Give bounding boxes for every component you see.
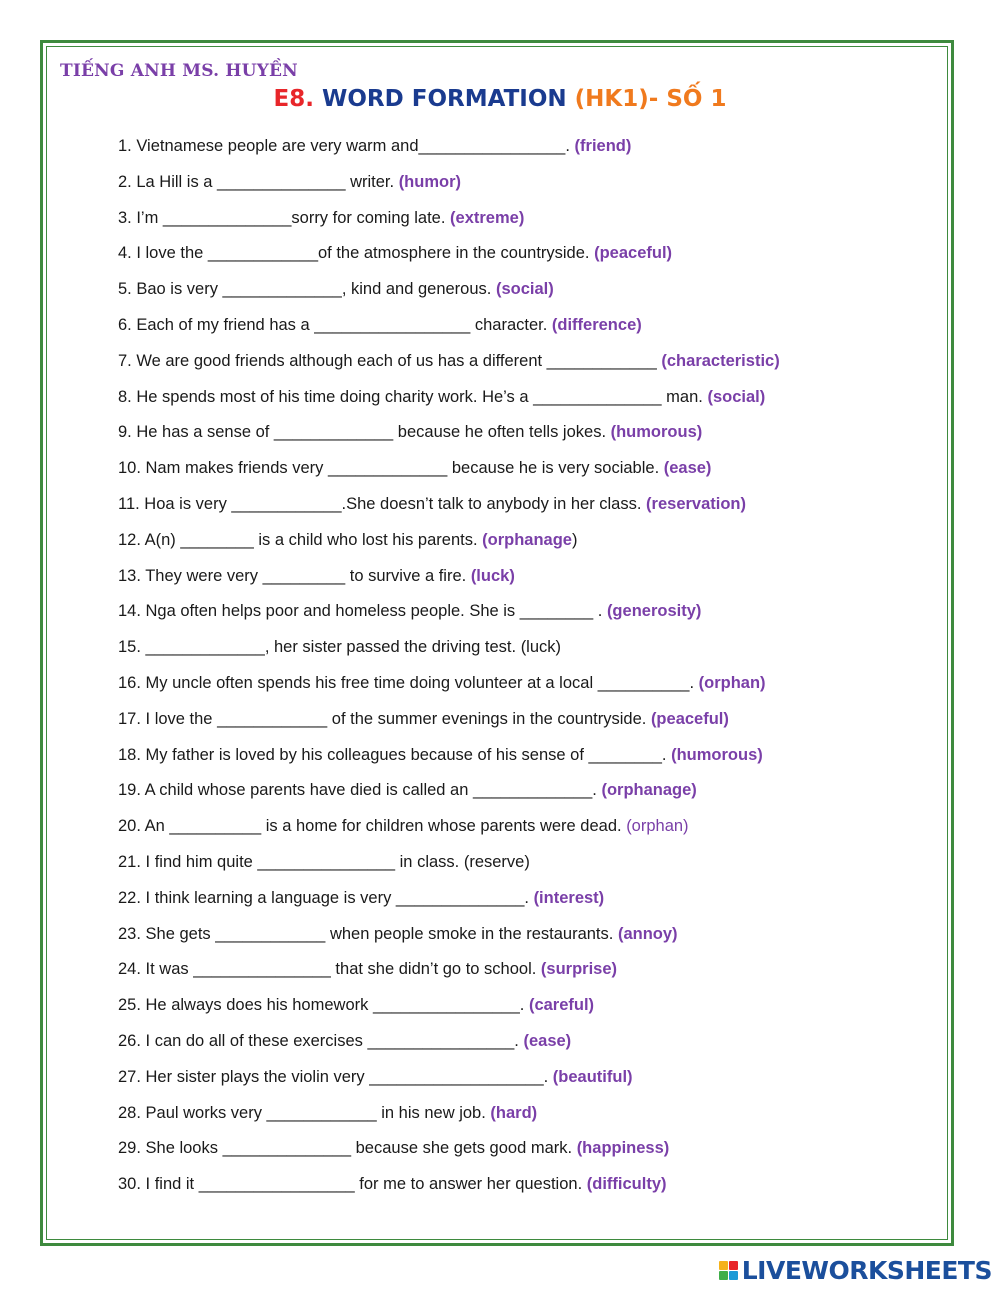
question-text: 26. I can do all of these exercises ________________. xyxy=(118,1031,524,1050)
question-text: 19. A child whose parents have died is called an _____________. xyxy=(118,781,602,800)
question-text: 22. I think learning a language is very ______________. xyxy=(118,888,534,907)
word-hint: (social) xyxy=(495,280,554,299)
word-hint: (ease) xyxy=(523,1031,572,1050)
word-hint: (annoy) xyxy=(617,924,678,943)
question-item xyxy=(118,386,780,422)
question-list xyxy=(118,135,780,1209)
question-text: 16. My uncle often spends his free time doing volunteer at a local __________. xyxy=(118,673,699,692)
word-hint: (humorous) xyxy=(671,745,763,764)
question-item xyxy=(118,779,780,815)
word-hint: (humorous) xyxy=(610,423,703,442)
question-text: 17. I love the ____________ of the summer evenings in the countryside. xyxy=(118,709,651,728)
question-item xyxy=(118,207,780,243)
question-text: 14. Nga often helps poor and homeless people. She is ________ . xyxy=(118,602,607,621)
question-item xyxy=(118,529,780,565)
question-text: 4. I love the ____________of the atmosphere in the countryside. xyxy=(118,244,595,263)
question-item xyxy=(118,744,780,780)
question-text: 27. Her sister plays the violin very ___________________. xyxy=(118,1067,553,1086)
question-text: 24. It was _______________ that she didn’t go to school. xyxy=(118,960,541,979)
liveworksheets-logo[interactable] xyxy=(719,1256,992,1285)
question-text: 6. Each of my friend has a _________________ character. xyxy=(118,315,552,334)
word-hint: (difficulty) xyxy=(586,1175,667,1194)
word-hint: (humor) xyxy=(398,172,462,191)
brand-label: TIẾNG ANH MS. HUYỀN xyxy=(60,61,298,81)
question-item xyxy=(118,1102,780,1138)
word-hint: (luck) xyxy=(520,638,562,657)
question-item xyxy=(118,135,780,171)
question-item xyxy=(118,994,780,1030)
question-text: 5. Bao is very _____________, kind and generous. xyxy=(118,280,496,299)
question-item xyxy=(118,242,780,278)
question-text: 1. Vietnamese people are very warm and________________. xyxy=(118,137,575,155)
question-item xyxy=(118,887,780,923)
word-hint: (extreme) xyxy=(450,208,525,227)
question-item xyxy=(118,958,780,994)
word-hint: (orphanage) xyxy=(601,781,697,800)
question-text: 8. He spends most of his time doing charity work. He’s a ______________ man. xyxy=(118,387,708,406)
question-text: 30. I find it _________________ for me to answer her question. xyxy=(118,1175,587,1194)
question-text: 10. Nam makes friends very _____________ because he is very sociable. xyxy=(118,459,664,478)
question-text: 25. He always does his homework ________________. xyxy=(118,996,529,1015)
question-text: 23. She gets ____________ when people smoke in the restaurants. xyxy=(118,924,618,943)
question-item xyxy=(118,493,780,529)
worksheet-title xyxy=(0,86,1000,112)
question-text: 11. Hoa is very ____________.She doesn’t talk to anybody in her class. xyxy=(118,494,647,513)
word-hint: (beautiful) xyxy=(552,1067,633,1086)
question-item xyxy=(118,457,780,493)
question-item xyxy=(118,421,780,457)
word-hint: (reserve) xyxy=(463,852,530,871)
question-item xyxy=(118,1137,780,1173)
question-item xyxy=(118,636,780,672)
word-hint: (surprise) xyxy=(540,960,618,979)
hint-closing-paren: ) xyxy=(571,530,578,549)
question-item xyxy=(118,565,780,601)
question-item xyxy=(118,1173,780,1209)
question-item xyxy=(118,815,780,851)
word-hint: (peaceful) xyxy=(650,709,729,728)
question-text: 29. She looks ______________ because she gets good mark. xyxy=(118,1139,577,1158)
question-text: 20. An __________ is a home for children whose parents were dead. xyxy=(118,817,627,836)
question-text: 3. I’m ______________sorry for coming late. xyxy=(118,208,451,227)
question-item xyxy=(118,1066,780,1102)
word-hint: (orphanage xyxy=(482,530,572,549)
question-text: 12. A(n) ________ is a child who lost his parents. xyxy=(118,530,483,549)
question-item xyxy=(118,350,780,386)
question-text: 2. La Hill is a ______________ writer. xyxy=(118,172,399,191)
question-item xyxy=(118,1030,780,1066)
question-text: 9. He has a sense of _____________ because he often tells jokes. xyxy=(118,423,611,442)
word-hint: (friend) xyxy=(574,137,632,155)
word-hint: (hard) xyxy=(490,1103,538,1122)
question-item xyxy=(118,708,780,744)
word-hint: (orphan) xyxy=(626,817,689,836)
question-item xyxy=(118,923,780,959)
question-item xyxy=(118,672,780,708)
question-text: 7. We are good friends although each of us has a different ____________ xyxy=(118,351,662,370)
word-hint: (careful) xyxy=(528,996,595,1015)
word-hint: (difference) xyxy=(551,315,642,334)
title-number: (HK1)- SỐ 1 xyxy=(574,86,727,112)
word-hint: (characteristic) xyxy=(661,351,780,370)
question-item xyxy=(118,171,780,207)
question-item xyxy=(118,851,780,887)
word-hint: (ease) xyxy=(663,459,712,478)
word-hint: (luck) xyxy=(470,566,515,585)
question-text: 18. My father is loved by his colleagues because of his sense of ________. xyxy=(118,745,672,764)
question-item xyxy=(118,314,780,350)
logo-badge-icon xyxy=(719,1261,738,1280)
question-text: 28. Paul works very ____________ in his new job. xyxy=(118,1103,491,1122)
question-text: 15. _____________, her sister passed the driving test. xyxy=(118,638,521,657)
word-hint: (generosity) xyxy=(606,602,702,621)
word-hint: (peaceful) xyxy=(594,244,673,263)
word-hint: (interest) xyxy=(533,888,605,907)
word-hint: (orphan) xyxy=(698,673,766,692)
title-topic: WORD FORMATION xyxy=(314,86,575,112)
question-text: 13. They were very _________ to survive a fire. xyxy=(118,566,471,585)
title-code: E8. xyxy=(273,86,314,112)
question-item xyxy=(118,278,780,314)
word-hint: (reservation) xyxy=(646,494,746,513)
word-hint: (social) xyxy=(707,387,766,406)
word-hint: (happiness) xyxy=(576,1139,670,1158)
question-item xyxy=(118,600,780,636)
question-text: 21. I find him quite _______________ in class. xyxy=(118,852,464,871)
logo-text: LIVEWORKSHEETS xyxy=(741,1256,992,1285)
